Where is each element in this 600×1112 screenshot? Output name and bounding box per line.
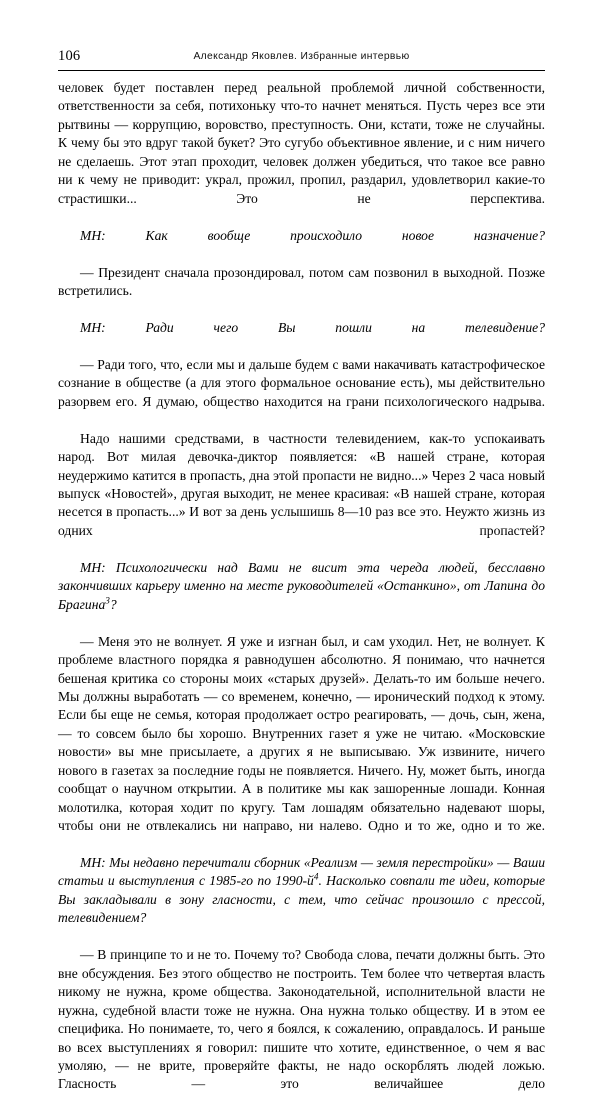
interview-answer: — Президент сначала прозондировал, потом сам позвонил в выходной. Позже встретились. (58, 264, 545, 298)
interview-question: МН: Как вообще происходило новое назначение? (80, 227, 545, 243)
paragraph-text: МН: Психологически над Вами не висит эта череда людей, бесславно закончивших карьеру именно на месте руководителей «Останкино», от Лапина до Брагина (58, 559, 545, 612)
interview-answer: — В принципе то и не то. Почему то? Свобода слова, печати должны быть. Это вне обсуждения. Без этого общество не построить. Тем более что четвертая власть никому не нужна, кроме общества. Законодательной, исполнительной власти не нужна, судебной власти тоже не нужна. Она нужна только обществу. И в этом ее специфика. Но понимаете, то, чего я боялся, к сожалению, оправдалось. И раньше во всех выступлениях я говорил: пишите что хотите, единственное, о чем я вас умоляю, — не врите, проверяйте факты, не надо оскорблять людей ложью. Гласность — это величайшее дело (58, 947, 545, 1092)
interview-question (58, 559, 545, 633)
running-header (58, 48, 545, 68)
footnote-marker: 3 (105, 595, 110, 606)
body-text-block (58, 79, 545, 1112)
paragraph-text-tail: . Насколько совпали те идеи, которые Вы закладывали в зону гласности, с тем, что сейчас произошло с прессой, телевидением? (58, 873, 545, 926)
running-title: Александр Яковлев. Избранные интервью (193, 51, 410, 62)
header-rule (58, 70, 545, 71)
body-paragraph: Надо нашими средствами, в частности телевидением, как-то успокаивать народ. Вот милая девочка-диктор появляется: «В нашей стране, которая неудержимо катится в пропасть, дна этой пропасти не видно...» Через 2 часа новый выпуск «Новостей», другая выходит, не менее красивая: «В нашей стране, которая несется в пропасть...» И вот за день услышишь 8—10 раз все это. Неужто жизнь из одних пропастей? (58, 430, 545, 538)
body-paragraph: человек будет поставлен перед реальной проблемой личной собственности, ответственности за себя, потихоньку что-то начнет меняться. Пусть через все эти рытвины — коррупцию, воровство, преступность. Они, кстати, тоже не случайны. К чему бы это вдруг такой букет? Это сугубо объективное явление, и с ним ничего не сделаешь. Этот этап проходит, человек должен убедиться, что такое все равно ни к чему не приводит: украл, прожил, пропил, раздарил, удовлетворил какие-то страстишки... Это не перспектива. (58, 80, 545, 206)
interview-question (58, 854, 545, 946)
interview-answer: — Ради того, что, если мы и дальше будем с вами накачивать катастрофическое сознание в обществе (а для этого формальное основание есть), мы действительно разорвем его. Я думаю, общество находится на грани психологического надрыва. (58, 356, 545, 409)
paragraph-text: МН: Мы недавно перечитали сборник «Реализм — земля перестройки» — Ваши статьи и выступления с 1985-го по 1990-й (58, 855, 545, 889)
page-number: 106 (58, 48, 81, 64)
paragraph-text-tail: ? (109, 596, 117, 612)
interview-question: МН: Ради чего Вы пошли на телевидение? (80, 319, 545, 335)
interview-answer: — Меня это не волнует. Я уже и изгнан был, и сам уходил. Нет, не волнует. К проблеме властного порядка я равнодушен абсолютно. Я понимаю, что начнется бешеная критика со стороны моих «старых друзей». Делать-то им больше нечего. Мы должны выработать — со временем, конечно, — иронический подход к этому. Если бы еще не семья, которая продолжает остро реагировать, — дочь, сын, жена, — то совсем было бы хорошо. Внутренних газет я уже не читаю. «Московские новости» вы мне присылаете, а других я не выписываю. Уж извините, ничего нового в газетах за последние годы не появляется. Ничего. Ну, может быть, иногда сообщат о научном открытии. А в политике мы как зашоренные лошади. Конная молотилка, которая ходит по кругу. Там лошадям обязательно надевают шоры, чтобы они не отвлекались ни направо, ни налево. Одно и то же, одно и то же. (58, 633, 545, 834)
footnote-marker: 4 (313, 871, 319, 882)
